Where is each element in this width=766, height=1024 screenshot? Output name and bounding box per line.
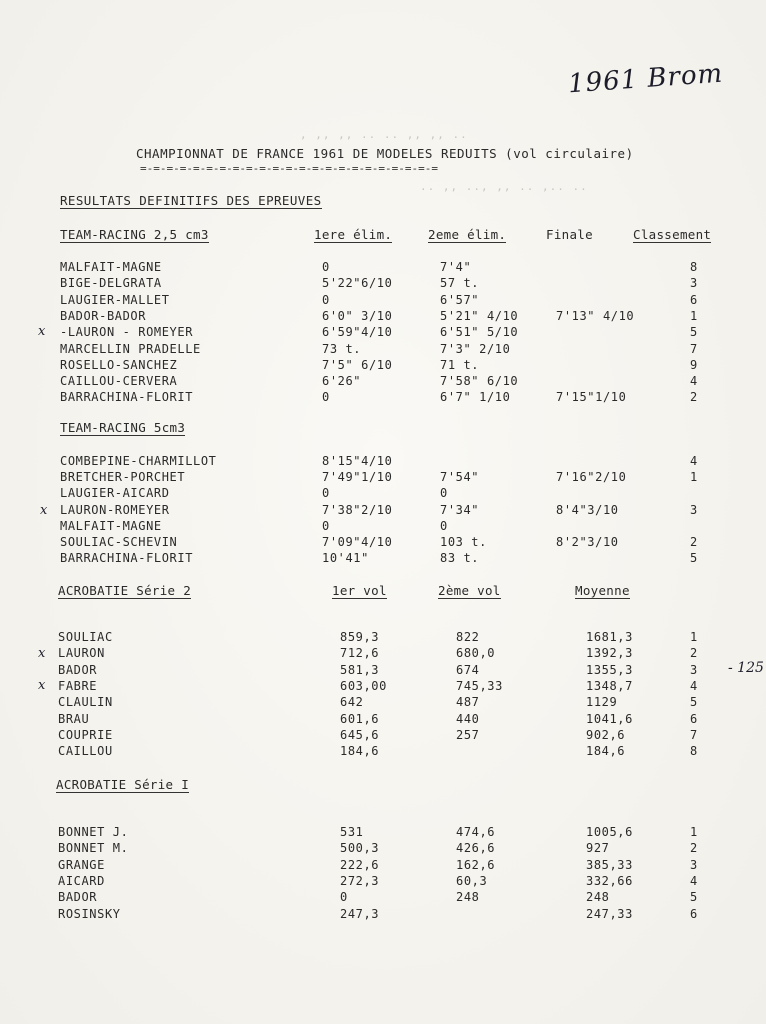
section-heading: ACROBATIE Série I [56,777,190,792]
second-flight: 745,33 [456,678,503,693]
result-row [0,454,766,470]
pilot-name: BRAU [58,711,90,726]
first-flight: 581,3 [340,662,380,677]
team-name: LAUGIER-AICARD [60,486,170,501]
rank: 6 [690,711,698,726]
second-flight: 674 [456,662,480,677]
pilot-name: BONNET M. [58,841,129,856]
average-score: 902,6 [586,727,626,742]
column-header: Finale [546,227,593,242]
rank: 5 [690,695,698,710]
second-elimination: 7'58" 6/10 [440,374,519,389]
second-flight: 60,3 [456,873,488,888]
second-elimination: 7'4" [440,260,472,274]
result-row [0,744,766,760]
first-elimination: 0 [322,390,330,405]
rank: 2 [690,535,698,549]
first-flight: 247,3 [340,906,380,921]
first-elimination: 7'09"4/10 [322,535,393,549]
first-flight: 222,6 [340,857,380,872]
result-row [0,358,766,374]
average-score: 385,33 [586,857,633,872]
result-row [0,260,766,276]
result-row [0,874,766,890]
handwritten-annotation: 1961 Brom [567,58,725,100]
result-row [0,890,766,906]
average-score: 332,66 [586,873,633,888]
rank: 3 [690,276,698,291]
rank: 3 [690,857,698,872]
first-elimination: 0 [322,260,330,274]
rank: 5 [690,551,698,566]
first-elimination: 7'5" 6/10 [322,357,393,372]
result-row [0,712,766,728]
result-row [0,679,766,695]
average-score: 1041,6 [586,711,633,726]
second-flight: 426,6 [456,841,496,856]
team-name: BARRACHINA-FLORIT [60,551,194,566]
average-score: 1129 [586,695,618,710]
handwritten-side-note: - 125 [728,660,764,676]
team-name: BARRACHINA-FLORIT [60,390,194,405]
rank: 7 [690,727,698,742]
rank: 3 [690,502,698,517]
result-row [0,519,766,535]
rank: 2 [690,646,698,661]
team-name: MARCELLIN PRADELLE [60,341,201,356]
average-score: 1005,6 [586,825,633,839]
result-row [0,470,766,486]
pilot-name: LAURON [58,646,105,661]
result-row [0,293,766,309]
check-mark: x [38,324,46,339]
first-flight: 0 [340,890,348,905]
result-row [0,390,766,406]
check-mark: x [40,503,48,518]
rank: 9 [690,357,698,372]
result-row [0,630,766,646]
result-row [0,841,766,857]
first-elimination: 5'22"6/10 [322,276,393,291]
first-elimination: 7'38"2/10 [322,502,393,517]
section-heading: TEAM-RACING 5cm3 [60,420,186,435]
second-elimination: 0 [440,518,448,533]
second-flight: 162,6 [456,857,496,872]
rank: 4 [690,873,698,888]
average-score: 1348,7 [586,678,633,693]
rank: 6 [690,906,698,921]
result-row [0,663,766,679]
pilot-name: GRANGE [58,857,105,872]
average-score: 1355,3 [586,662,633,677]
team-name: MALFAIT-MAGNE [60,518,162,533]
first-flight: 645,6 [340,727,380,742]
first-elimination: 6'26" [322,374,362,389]
team-name: SOULIAC-SCHEVIN [60,535,178,549]
section-heading: ACROBATIE Série 2 [58,583,192,598]
team-name: BADOR-BADOR [60,308,147,323]
first-flight: 603,00 [340,678,387,693]
second-flight: 248 [456,890,480,905]
title-underline: =-=-=-=-=-=-=-=-=-=-=-=-=-=-=-=-=-=-=-=-=-=-= [140,162,439,175]
check-mark: x [38,646,46,661]
first-elimination: 7'49"1/10 [322,470,393,485]
column-header: 1er vol [332,583,387,598]
rank: 1 [690,470,698,485]
team-name: BRETCHER-PORCHET [60,470,186,485]
final-time: 7'13" 4/10 [556,308,635,323]
bleed-through-text: .. ,, .., ,, .. ,.. .. [420,180,588,193]
second-elimination: 5'21" 4/10 [440,308,519,323]
first-elimination: 0 [322,292,330,307]
rank: 1 [690,630,698,644]
second-elimination: 7'54" [440,470,480,485]
results-subtitle: RESULTATS DEFINITIFS DES EPREUVES [60,193,322,208]
final-time: 8'4"3/10 [556,502,619,517]
final-time: 7'16"2/10 [556,470,627,485]
second-elimination: 6'57" [440,292,480,307]
second-elimination: 0 [440,486,448,501]
first-flight: 601,6 [340,711,380,726]
result-row [0,342,766,358]
average-score: 247,33 [586,906,633,921]
team-name: COMBEPINE-CHARMILLOT [60,454,217,468]
result-row [0,374,766,390]
second-elimination: 6'51" 5/10 [440,325,519,340]
rank: 5 [690,325,698,340]
first-elimination: 0 [322,486,330,501]
first-elimination: 10'41" [322,551,369,566]
first-flight: 642 [340,695,364,710]
final-time: 7'15"1/10 [556,390,627,405]
first-elimination: 6'59"4/10 [322,325,393,340]
result-row [0,325,766,341]
pilot-name: AICARD [58,873,105,888]
rank: 4 [690,454,698,468]
second-elimination: 103 t. [440,535,487,549]
rank: 7 [690,341,698,356]
average-score: 1681,3 [586,630,633,644]
team-name: MALFAIT-MAGNE [60,260,162,274]
second-elimination: 6'7" 1/10 [440,390,511,405]
result-row [0,858,766,874]
average-score: 1392,3 [586,646,633,661]
pilot-name: COUPRIE [58,727,113,742]
column-header: 1ere élim. [314,227,393,242]
rank: 8 [690,744,698,759]
pilot-name: SOULIAC [58,630,113,644]
rank: 3 [690,662,698,677]
rank: 1 [690,825,698,839]
final-time: 8'2"3/10 [556,535,619,549]
second-elimination: 57 t. [440,276,480,291]
section-heading: TEAM-RACING 2,5 cm3 [60,227,209,242]
document-title: CHAMPIONNAT DE FRANCE 1961 DE MODELES REDUITS (vol circulaire) [136,146,634,161]
pilot-name: BADOR [58,662,98,677]
pilot-name: ROSINSKY [58,906,121,921]
rank: 1 [690,308,698,323]
column-header: 2ème vol [438,583,501,598]
result-row [0,309,766,325]
second-flight: 440 [456,711,480,726]
first-flight: 272,3 [340,873,380,888]
second-flight: 487 [456,695,480,710]
team-name: ROSELLO-SANCHEZ [60,357,178,372]
average-score: 927 [586,841,610,856]
result-row [0,695,766,711]
second-elimination: 7'3" 2/10 [440,341,511,356]
pilot-name: CAILLOU [58,744,113,759]
average-score: 248 [586,890,610,905]
pilot-name: CLAULIN [58,695,113,710]
first-flight: 859,3 [340,630,380,644]
column-header: Classement [633,227,712,242]
first-elimination: 0 [322,518,330,533]
second-elimination: 83 t. [440,551,480,566]
rank: 4 [690,374,698,389]
bleed-through-text: , ,, ,, .. .. ,, ,, .. [300,128,468,141]
rank: 2 [690,841,698,856]
second-flight: 257 [456,727,480,742]
team-name: BIGE-DELGRATA [60,276,162,291]
second-flight: 474,6 [456,825,496,839]
result-row [0,503,766,519]
pilot-name: FABRE [58,678,98,693]
rank: 2 [690,390,698,405]
second-flight: 822 [456,630,480,644]
result-row [0,551,766,567]
rank: 6 [690,292,698,307]
team-name: -LAURON - ROMEYER [60,325,194,340]
pilot-name: BONNET J. [58,825,129,839]
result-row [0,535,766,551]
first-flight: 184,6 [340,744,380,759]
second-elimination: 71 t. [440,357,480,372]
result-row [0,646,766,662]
rank: 8 [690,260,698,274]
column-header: 2eme élim. [428,227,507,242]
team-name: LAUGIER-MALLET [60,292,170,307]
team-name: LAURON-ROMEYER [60,502,170,517]
team-name: CAILLOU-CERVERA [60,374,178,389]
result-row [0,276,766,292]
check-mark: x [38,678,46,693]
rank: 5 [690,890,698,905]
average-score: 184,6 [586,744,626,759]
pilot-name: BADOR [58,890,98,905]
column-header: Moyenne [575,583,630,598]
second-flight: 680,0 [456,646,496,661]
result-row [0,486,766,502]
second-elimination: 7'34" [440,502,480,517]
rank: 4 [690,678,698,693]
first-flight: 531 [340,825,364,839]
result-row [0,825,766,841]
first-elimination: 8'15"4/10 [322,454,393,468]
first-flight: 712,6 [340,646,380,661]
first-flight: 500,3 [340,841,380,856]
first-elimination: 73 t. [322,341,362,356]
result-row [0,907,766,923]
result-row [0,728,766,744]
first-elimination: 6'0" 3/10 [322,308,393,323]
